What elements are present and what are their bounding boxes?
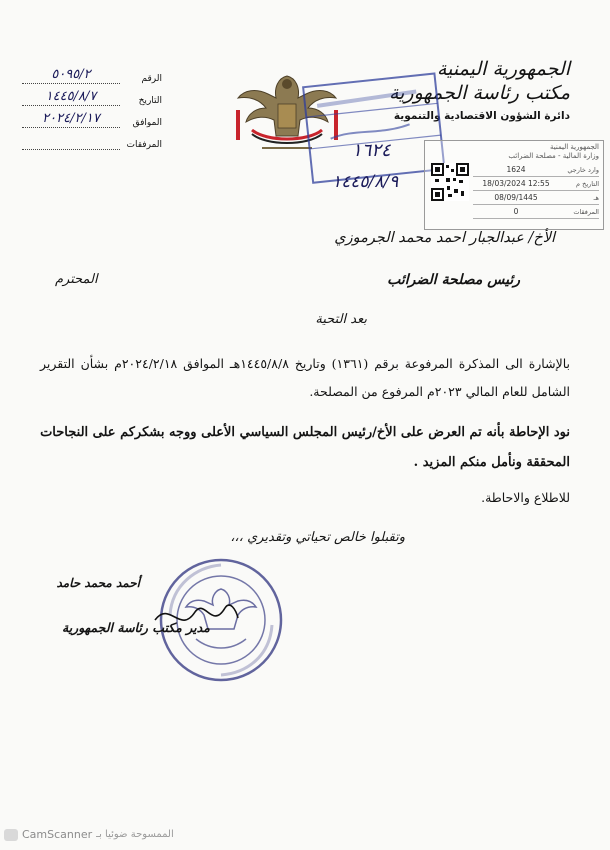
registration-header: [508, 143, 599, 161]
greeting: بعد التحية: [315, 312, 367, 327]
letterhead-republic: الجمهورية اليمنية: [436, 58, 570, 80]
registration-attachments-value: 0: [513, 207, 519, 216]
hijri-value: 08/09/1445: [494, 193, 538, 202]
registration-row-hijri: [473, 191, 599, 205]
attachments-label: المرفقات: [126, 140, 162, 150]
addressee: الأخ/ عبدالجبار احمد محمد الجرموزي: [334, 230, 555, 246]
registration-date-value: 18/03/2024 12:55: [482, 179, 550, 188]
registration-row-date: [473, 177, 599, 191]
camscanner-icon: [4, 829, 18, 841]
form-row-attachments: [22, 128, 162, 150]
paragraph-reference: بالإشارة الى المذكرة المرفوعة برقم (١٣٦١) وتاريخ ١٤٤٥/٨/٨هـ الموافق ٢٠٢٤/٢/١٨م بشأن التقرير الشامل للعام المالي ٢٠٢٣م المرفوع من المصلحة.: [40, 356, 570, 399]
scanner-arabic-text: الممسوحة ضوئيا بـ: [96, 829, 174, 840]
form-row-corresponds: [22, 106, 162, 128]
registration-date-label: التاريخ م: [576, 179, 599, 188]
honorific: المحترم: [55, 272, 98, 287]
form-row-number: [22, 62, 162, 84]
stamp-handwritten-date: ١٤٤٥/٨/٩: [332, 172, 399, 192]
date-label: التاريخ: [138, 96, 162, 106]
addressee-position: رئيس مصلحة الضرائب: [387, 272, 520, 288]
letterhead-office: مكتب رئاسة الجمهورية: [388, 82, 570, 104]
qr-code-icon: [431, 163, 469, 201]
incoming-label: وارد خارجي: [567, 165, 599, 174]
paragraph-for-information: للاطلاع والاحاطة.: [481, 490, 570, 505]
scanner-watermark: [4, 828, 174, 841]
registration-row-attachments: [473, 205, 599, 219]
paragraph-notification: نود الإحاطة بأنه تم العرض على الأخ/رئيس المجلس السياسي الأعلى ووجه بشكركم على النجاحات المحققة ونأمل منكم المزيد .: [40, 425, 570, 470]
stamp-handwritten-number: ١٦٢٤: [352, 140, 391, 161]
form-row-date: [22, 84, 162, 106]
closing-line: وتقبلوا خالص تحياتي وتقديري ،،،: [230, 530, 405, 545]
reference-form: [22, 62, 162, 150]
date-value: ١٤٤٥/٨/٧: [22, 89, 120, 106]
registration-attachments-label: المرفقات: [573, 207, 599, 216]
number-value: ٥٠٩٥/٢: [22, 67, 120, 84]
registration-header-line1: الجمهورية اليمنية: [549, 143, 599, 151]
corresponds-label: الموافق: [132, 118, 162, 128]
hijri-label: هـ: [593, 193, 599, 202]
registration-label: [424, 140, 604, 230]
number-label: الرقم: [141, 74, 162, 84]
corresponds-value: ٢٠٢٤/٢/١٧: [22, 111, 120, 128]
signer-title: مدير مكتب رئاسة الجمهورية: [62, 620, 210, 635]
registration-fields: [473, 163, 599, 219]
letterhead-department: دائرة الشؤون الاقتصادية والتنموية: [393, 110, 570, 122]
registration-header-line2: وزارة المالية - مصلحة الضرائب: [508, 152, 599, 160]
attachments-value: [22, 133, 120, 150]
incoming-value: 1624: [506, 165, 526, 174]
signer-name: أحمد محمد حامد: [56, 576, 140, 590]
scanner-brand: CamScanner: [22, 828, 93, 841]
registration-row-incoming: [473, 163, 599, 177]
